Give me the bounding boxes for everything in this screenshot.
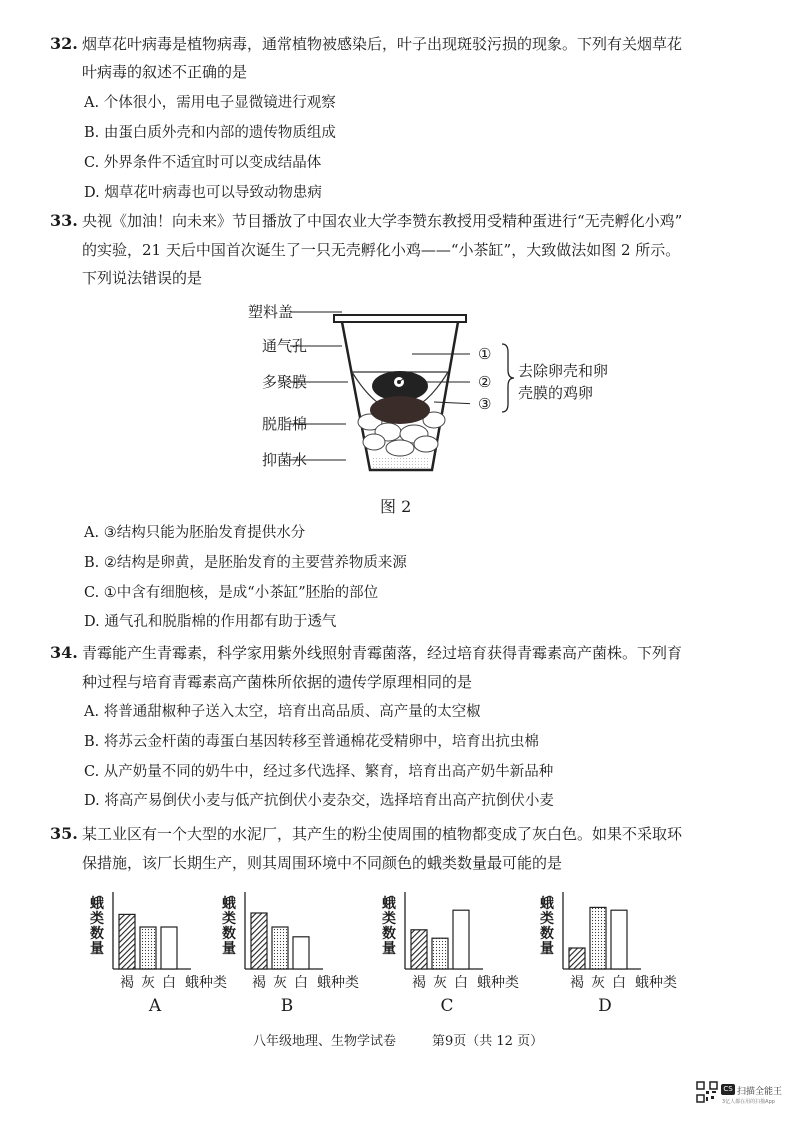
chart-d-category-label: 白 bbox=[612, 975, 626, 991]
chart-c-ylabel-char: 量 bbox=[382, 941, 396, 957]
chart-c-category-label: 褐 bbox=[412, 975, 426, 991]
chart-d-title: D bbox=[598, 996, 612, 1016]
chart-c-ylabel-char: 数 bbox=[382, 926, 396, 942]
chart-d-bar-1 bbox=[569, 948, 585, 969]
question-32-stem-line1: 烟草花叶病毒是植物病毒，通常植物被感染后，叶子出现斑驳污损的现象。下列有关烟草花 bbox=[82, 35, 683, 53]
chart-a-bar-1 bbox=[119, 914, 135, 969]
chart-d-ylabel-char: 蛾 bbox=[540, 896, 554, 912]
chart-d-category-label: 灰 bbox=[591, 975, 605, 991]
question-32-option-b: B. 由蛋白质外壳和内部的遗传物质组成 bbox=[84, 125, 336, 141]
brace-label-line1: 去除卵壳和卵 bbox=[518, 362, 609, 380]
question-33-option-a: A. ③结构只能为胚胎发育提供水分 bbox=[84, 525, 306, 541]
chart-c-bar-3 bbox=[453, 910, 469, 969]
chart-a-category-label: 白 bbox=[162, 975, 176, 991]
question-32-option-c: C. 外界条件不适宜时可以变成结晶体 bbox=[84, 155, 322, 171]
chart-a-ylabel-char: 蛾 bbox=[90, 896, 104, 912]
moth-count-charts bbox=[0, 880, 794, 1020]
question-32-stem-line2: 叶病毒的叙述不正确的是 bbox=[82, 63, 248, 81]
question-35-stem-line1: 某工业区有一个大型的水泥厂，其产生的粉尘使周围的植物都变成了灰白色。如果不采取环 bbox=[82, 825, 683, 843]
question-33-stem-line2: 的实验，21 天后中国首次诞生了一只无壳孵化小鸡——“小茶缸”，大致做法如图 2 所示。 bbox=[82, 241, 681, 259]
scanner-logo: CS bbox=[721, 1084, 735, 1095]
question-32-option-d: D. 烟草花叶病毒也可以导致动物患病 bbox=[84, 185, 322, 201]
question-33-stem-line1: 央视《加油！向未来》节目播放了中国农业大学李赞东教授用受精种蛋进行“无壳孵化小鸡” bbox=[82, 212, 683, 230]
chart-a-ylabel-char: 数 bbox=[90, 926, 104, 942]
chart-c-bar-1 bbox=[411, 930, 427, 969]
question-33-option-b: B. ②结构是卵黄，是胚胎发育的主要营养物质来源 bbox=[84, 555, 407, 571]
chart-b-ylabel-char: 类 bbox=[222, 911, 236, 927]
chart-b-bar-1 bbox=[251, 913, 267, 969]
brace-label-line2: 壳膜的鸡卵 bbox=[518, 384, 594, 402]
question-35-stem-line2: 保措施，该厂长期生产，则其周围环境中不同颜色的蛾类数量最可能的是 bbox=[82, 854, 563, 872]
label-vent-hole: 通气孔 bbox=[262, 337, 308, 355]
chart-b-title: B bbox=[280, 996, 294, 1016]
chart-d-ylabel-char: 类 bbox=[540, 911, 554, 927]
chart-d-bar-3 bbox=[611, 910, 627, 969]
egg-hatching-cup-diagram bbox=[330, 310, 470, 485]
question-33-stem-line3: 下列说法错误的是 bbox=[82, 269, 203, 287]
question-number-35: 35. bbox=[50, 824, 78, 843]
marker-3: ③ bbox=[478, 395, 492, 413]
label-plastic-lid: 塑料盖 bbox=[248, 303, 294, 321]
label-polymer-film: 多聚膜 bbox=[262, 373, 308, 391]
chart-d-category-label: 褐 bbox=[570, 975, 584, 991]
scanner-app-tagline: 3亿人都在用的扫描App bbox=[722, 1099, 775, 1105]
chart-b-ylabel-char: 量 bbox=[222, 941, 236, 957]
scanner-app-name: 扫描全能王 bbox=[737, 1087, 783, 1097]
footer-page-number: 第9页（共 12 页） bbox=[432, 1034, 544, 1049]
question-34-option-d: D. 将高产易倒伏小麦与低产抗倒伏小麦杂交，选择培育出高产抗倒伏小麦 bbox=[84, 793, 554, 809]
chart-d-xlabel: 蛾种类 bbox=[635, 975, 677, 991]
chart-c-bar-2 bbox=[432, 938, 448, 969]
chart-c-category-label: 白 bbox=[454, 975, 468, 991]
question-number-34: 34. bbox=[50, 643, 78, 662]
chart-c-category-label: 灰 bbox=[433, 975, 447, 991]
chart-a-ylabel-char: 量 bbox=[90, 941, 104, 957]
chart-b-category-label: 白 bbox=[294, 975, 308, 991]
chart-b-category-label: 褐 bbox=[252, 975, 266, 991]
chart-a-bar-2 bbox=[140, 927, 156, 969]
qr-code-icon bbox=[696, 1081, 718, 1103]
chart-b-category-label: 灰 bbox=[273, 975, 287, 991]
question-33-option-d: D. 通气孔和脱脂棉的作用都有助于透气 bbox=[84, 614, 337, 630]
chart-d-bar-2 bbox=[590, 907, 606, 969]
question-number-32: 32. bbox=[50, 34, 78, 53]
question-34-option-a: A. 将普通甜椒种子送入太空，培育出高品质、高产量的太空椒 bbox=[84, 704, 481, 720]
chart-a-bar-3 bbox=[161, 927, 177, 969]
question-34-stem-line2: 种过程与培育青霉素高产菌株所依据的遗传学原理相同的是 bbox=[82, 673, 473, 691]
marker-1: ① bbox=[478, 345, 492, 363]
chart-b-bar-3 bbox=[293, 937, 309, 969]
label-absorbent-cotton: 脱脂棉 bbox=[262, 415, 308, 433]
chart-b-ylabel-char: 数 bbox=[222, 926, 236, 942]
chart-a-title: A bbox=[148, 996, 162, 1016]
question-32-option-a: A. 个体很小，需用电子显微镜进行观察 bbox=[84, 95, 336, 111]
chart-c-title: C bbox=[440, 996, 454, 1016]
chart-d-ylabel-char: 量 bbox=[540, 941, 554, 957]
marker-2: ② bbox=[478, 373, 492, 391]
question-34-stem-line1: 青霉能产生青霉素，科学家用紫外线照射青霉菌落，经过培育获得青霉素高产菌株。下列育 bbox=[82, 644, 683, 662]
chart-d-ylabel-char: 数 bbox=[540, 926, 554, 942]
question-34-option-b: B. 将苏云金杆菌的毒蛋白基因转移至普通棉花受精卵中，培育出抗虫棉 bbox=[84, 734, 539, 750]
question-34-option-c: C. 从产奶量不同的奶牛中，经过多代选择、繁育，培育出高产奶牛新品种 bbox=[84, 764, 554, 780]
chart-c-xlabel: 蛾种类 bbox=[477, 975, 519, 991]
chart-a-ylabel-char: 类 bbox=[90, 911, 104, 927]
chart-b-ylabel-char: 蛾 bbox=[222, 896, 236, 912]
chart-b-xlabel: 蛾种类 bbox=[317, 975, 359, 991]
question-33-option-c: C. ①中含有细胞核，是成“小茶缸”胚胎的部位 bbox=[84, 585, 379, 601]
footer-exam-name: 八年级地理、生物学试卷 bbox=[253, 1034, 397, 1049]
chart-c-ylabel-char: 类 bbox=[382, 911, 396, 927]
chart-a-category-label: 褐 bbox=[120, 975, 134, 991]
brace-icon bbox=[500, 342, 516, 414]
label-antibacterial-water: 抑菌水 bbox=[262, 451, 308, 469]
chart-c-ylabel-char: 蛾 bbox=[382, 896, 396, 912]
chart-a-xlabel: 蛾种类 bbox=[185, 975, 227, 991]
question-number-33: 33. bbox=[50, 211, 78, 230]
chart-a-category-label: 灰 bbox=[141, 975, 155, 991]
figure-caption: 图 2 bbox=[380, 497, 412, 516]
chart-b-bar-2 bbox=[272, 927, 288, 969]
